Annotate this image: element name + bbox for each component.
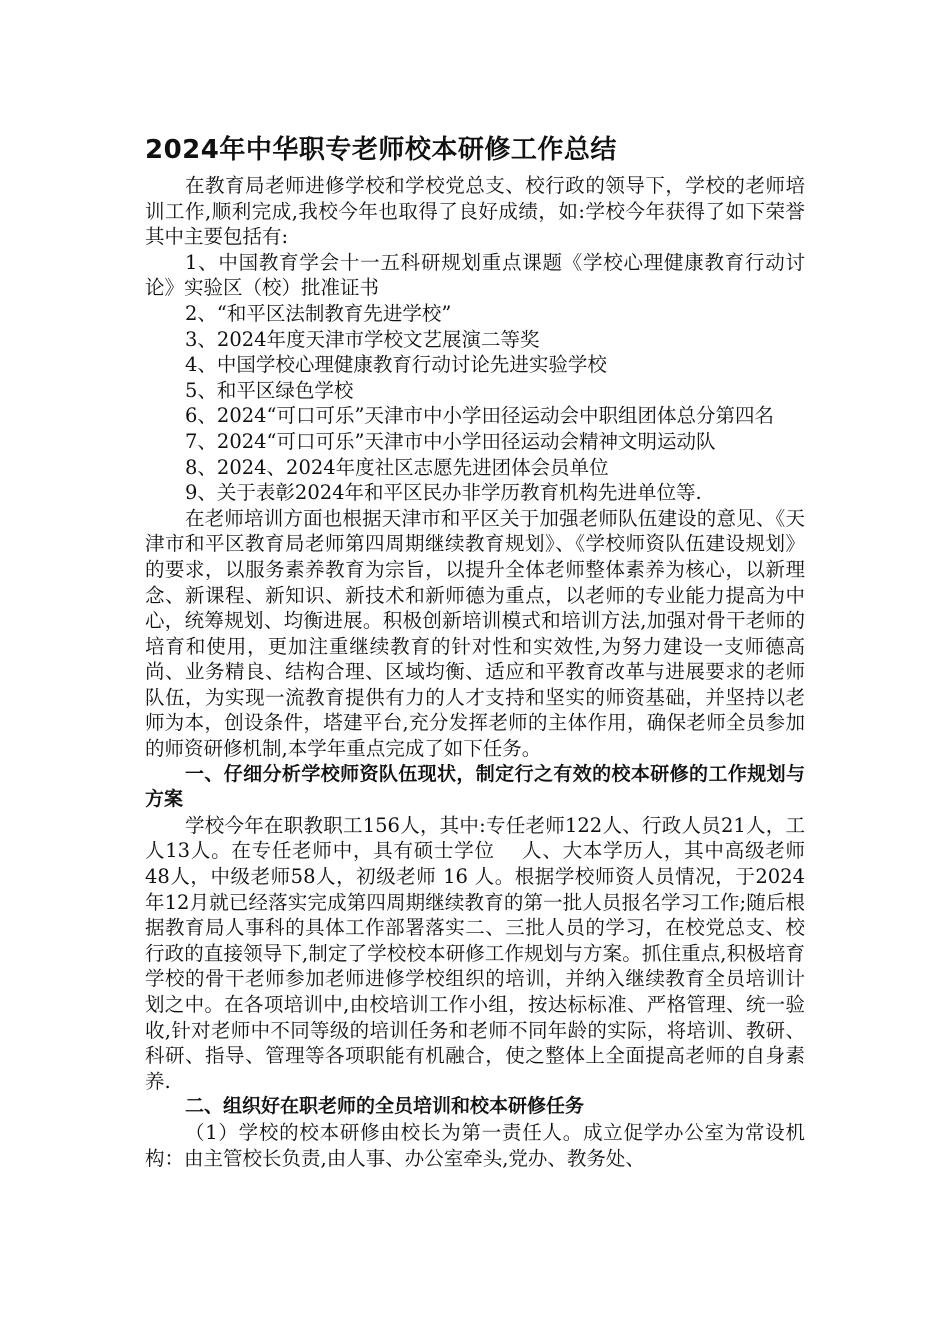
honor-item: 6、2024“可口可乐”天津市中小学田径运动会中职组团体总分第四名: [185, 404, 774, 428]
organization-paragraph: （1）学校的校本研修由校长为第一责任人。成立促学办公室为常设机构：由主管校长负责,由人事、办公室牵头,党办、教务处、: [145, 1120, 805, 1170]
section-heading-1: 一、仔细分析学校师资队伍现状，制定行之有效的校本研修的工作规划与方案: [145, 762, 805, 811]
honor-item: 7、2024“可口可乐”天津市中小学田径运动会精神文明运动队: [185, 429, 716, 453]
document-body: [145, 173, 805, 1171]
honor-item: 4、中国学校心理健康教育行动讨论先进实验学校: [185, 353, 607, 377]
honor-item: 1、中国教育学会十一五科研规划重点课题《学校心理健康教育行动讨论》实验区（校）批准证书: [145, 250, 805, 300]
section-heading-2: 二、组织好在职老师的全员培训和校本研修任务: [185, 1095, 585, 1118]
honor-item: 3、2024年度天津市学校文艺展演二等奖: [185, 327, 540, 351]
document-title: 2024年中华职专老师校本研修工作总结: [145, 135, 617, 165]
honor-item: 8、2024、2024年度社区志愿先进团体会员单位: [185, 455, 609, 479]
training-paragraph: 在老师培训方面也根据天津市和平区关于加强老师队伍建设的意见、《天津市和平区教育局老师第四周期继续教育规划》、《学校师资队伍建设规划》的要求，以服务素养教育为宗旨，以提升全体老师整体素养为核心，以新理念、新课程、新知识、新技术和新师德为重点，以老师的专业能力提高为中心，统筹规划、均衡进展。积极创新培训模式和培训方法,加强对骨干老师的培育和使用，更加注重继续教育的针对性和实效性,为努力建设一支师德高尚、业务精良、结构合理、区域均衡、适应和平教育改革与进展要求的老师队伍，为实现一流教育提供有力的人才支持和坚实的师资基础，并坚持以老师为本，创设条件，塔建平台,充分发挥老师的主体作用，确保老师全员参加的师资研修机制,本学年重点完成了如下任务。: [145, 506, 805, 761]
honor-item: 9、关于表彰2024年和平区民办非学历教育机构先进单位等.: [185, 481, 702, 505]
honor-item: 5、和平区绿色学校: [185, 378, 354, 402]
honor-item: 2、“和平区法制教育先进学校”: [185, 301, 452, 325]
staff-paragraph: 学校今年在职教职工156人，其中:专任老师122人、行政人员21人，工人13人。在专任老师中，具有硕士学位 人、大本学历人，其中高级老师48人，中级老师58人，初级老师 16 人。根据学校师资人员情况，于2024年12月就已经落实完成第四周期继续教育的第一批人员报名学习工作;随后根据教育局人事科的具体工作部署落实二、三批人员的学习，在校党总支、校行政的直接领导下,制定了学校校本研修工作规划与方案。抓住重点,积极培育学校的骨干老师参加老师进修学校组织的培训，并纳入继续教育全员培训计划之中。在各项培训中,由校培训工作小组，按达标标准、严格管理、统一验收,针对老师中不同等级的培训任务和老师不同年龄的实际，将培训、教研、科研、指导、管理等各项职能有机融合，使之整体上全面提高老师的自身素养.: [145, 813, 805, 1093]
intro-paragraph: 在教育局老师进修学校和学校党总支、校行政的领导下，学校的老师培训工作,顺利完成,我校今年也取得了良好成绩，如:学校今年获得了如下荣誉其中主要包括有:: [145, 174, 805, 249]
